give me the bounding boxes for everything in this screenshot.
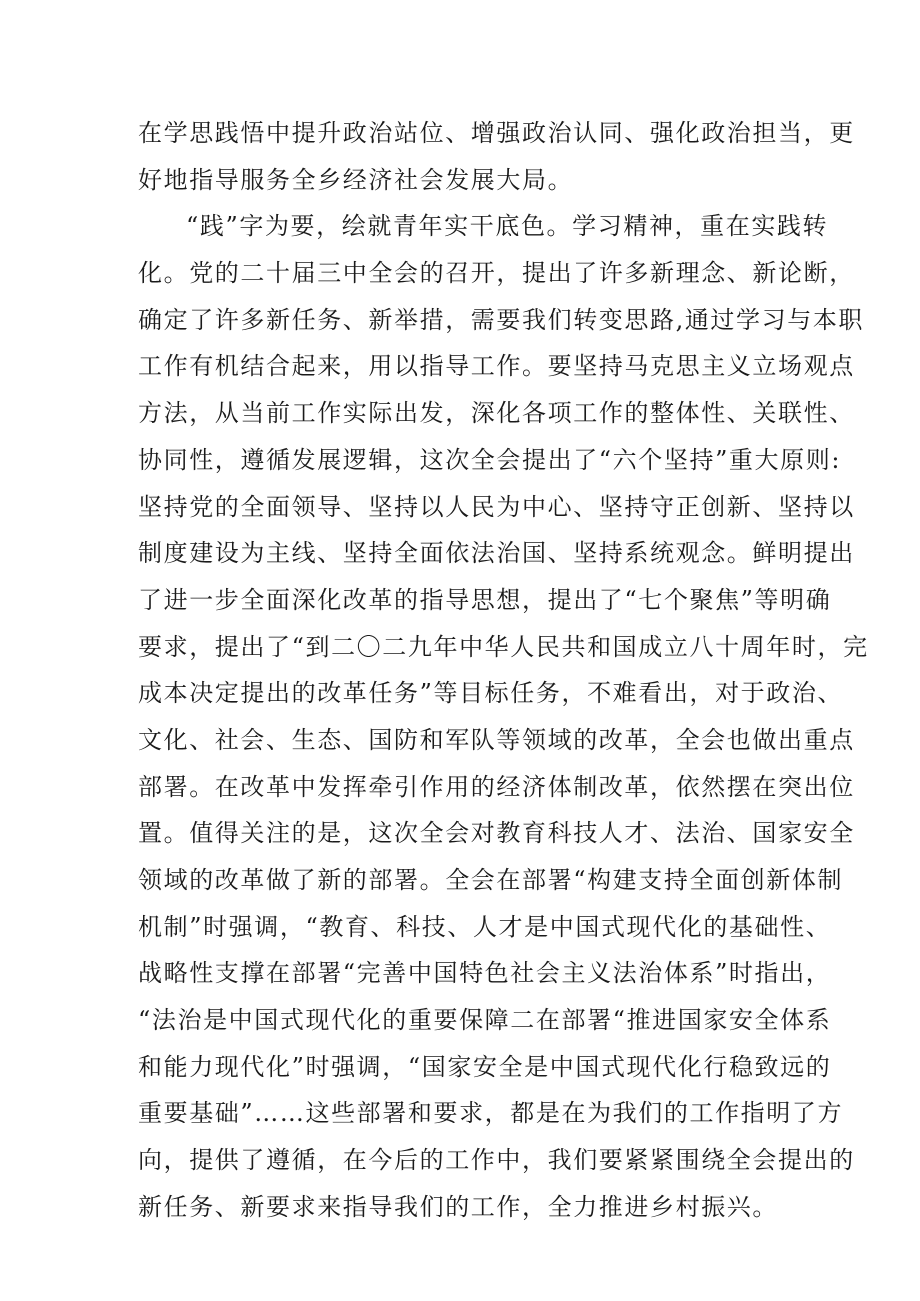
text-line: 部署。在改革中发挥牵引作用的经济体制改革，依然摆在突出位 xyxy=(138,772,855,801)
text-line: “法治是中国式现代化的重要保障二在部署“推进国家安全体系 xyxy=(138,1006,832,1035)
text-line: 领域的改革做了新的部署。全会在部署“构建支持全面创新体制 xyxy=(138,866,844,894)
text-line: 要求，提出了“到二〇二九年中华人民共和国成立八十周年时，完 xyxy=(138,632,869,661)
text-line: 向，提供了遵循，在今后的工作中，我们要紧紧围绕全会提出的 xyxy=(138,1146,855,1175)
document-body xyxy=(138,110,869,1231)
text-line: 坚持党的全面领导、坚持以人民为中心、坚持守正创新、坚持以 xyxy=(138,492,855,521)
text-line: 在学思践悟中提升政治站位、增强政治认同、强化政治担当，更 xyxy=(138,119,855,147)
text-line: 工作有机结合起来，用以指导工作。要坚持马克思主义立场观点 xyxy=(138,352,855,381)
paragraph-2 xyxy=(138,203,869,1230)
text-line: 和能力现代化”时强调，“国家安全是中国式现代化行稳致远的 xyxy=(138,1052,832,1081)
text-line: 协同性，遵循发展逻辑，这次全会提出了“六个坚持”重大原则: xyxy=(138,445,842,474)
text-line: 新任务、新要求来指导我们的工作，全力推进乡村振兴。 xyxy=(138,1192,778,1221)
paragraph-1 xyxy=(138,110,855,203)
text-line: 方法，从当前工作实际出发，深化各项工作的整体性、关联性、 xyxy=(138,399,855,428)
text-line: “践”字为要，绘就青年实干底色。学习精神，重在实践转 xyxy=(186,212,829,241)
text-line: 化。党的二十届三中全会的召开，提出了许多新理念、新论断， xyxy=(138,259,855,288)
text-line: 文化、社会、生态、国防和军队等领域的改革，全会也做出重点 xyxy=(138,725,855,754)
text-line: 制度建设为主线、坚持全面依法治国、坚持系统观念。鲜明提出 xyxy=(138,539,855,568)
text-line: 成本决定提出的改革任务”等目标任务，不难看出，对于政治、 xyxy=(138,679,844,708)
text-line: 确定了许多新任务、新举措，需要我们转变思路,通过学习与本职 xyxy=(138,305,865,334)
text-line: 重要基础”……这些部署和要求，都是在为我们的工作指明了方 xyxy=(138,1099,844,1128)
text-line: 机制”时强调，“教育、科技、人才是中国式现代化的基础性、 xyxy=(138,912,832,941)
text-line: 置。值得关注的是，这次全会对教育科技人才、法治、国家安全 xyxy=(138,819,855,848)
text-line: 好地指导服务全乡经济社会发展大局。 xyxy=(138,165,574,194)
text-line: 战略性支撑在部署“完善中国特色社会主义法治体系”时指出， xyxy=(138,959,832,988)
text-line: 了进一步全面深化改革的指导思想，提出了“七个聚焦”等明确 xyxy=(138,585,832,614)
